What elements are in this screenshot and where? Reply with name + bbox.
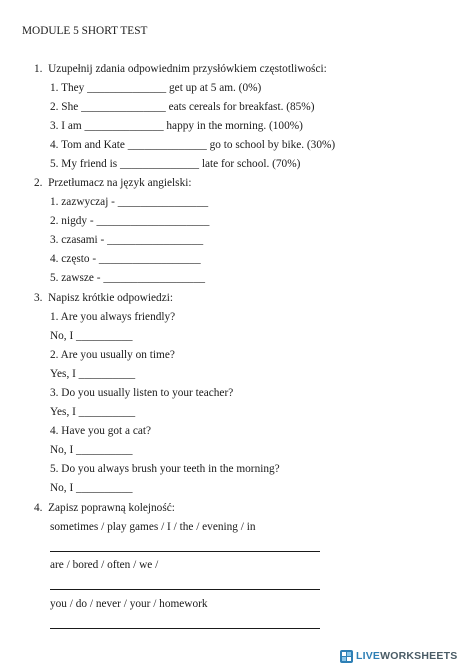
exercise-line: 3. I am ______________ happy in the morning. (100%) xyxy=(50,120,303,132)
section-number: 3. xyxy=(34,292,43,304)
exercise-line: 4. Tom and Kate ______________ go to school by bike. (30%) xyxy=(50,139,336,151)
section-1-heading xyxy=(34,63,327,76)
exercise-line: 1. Are you always friendly? xyxy=(50,311,176,323)
exercise-line: 4. Have you got a cat? xyxy=(50,425,152,437)
section-number: 4. xyxy=(34,502,43,514)
section-2-heading xyxy=(34,177,192,190)
section-number: 2. xyxy=(34,177,43,189)
brand-text-worksheets: WORKSHEETS xyxy=(380,650,458,663)
exercise-line: 5. zawsze - __________________ xyxy=(50,272,205,284)
exercise-line: Yes, I __________ xyxy=(50,368,136,380)
exercise-line: No, I __________ xyxy=(50,482,133,494)
brand-text xyxy=(356,650,457,662)
answer-line xyxy=(50,551,320,552)
exercise-line: 1. They ______________ get up at 5 am. (0%) xyxy=(50,82,262,94)
exercise-line: 2. nigdy - ____________________ xyxy=(50,215,210,227)
exercise-line: Yes, I __________ xyxy=(50,406,136,418)
exercise-line: 4. często - __________________ xyxy=(50,253,201,265)
exercise-line: you / do / never / your / homework xyxy=(50,598,208,610)
section-title: Napisz krótkie odpowiedzi: xyxy=(48,292,174,304)
answer-line xyxy=(50,628,320,629)
section-title: Uzupełnij zdania odpowiednim przysłówkiem częstotliwości: xyxy=(48,63,327,75)
section-4-heading xyxy=(34,502,175,515)
exercise-line: No, I __________ xyxy=(50,444,133,456)
exercise-line: 2. She _______________ eats cereals for breakfast. (85%) xyxy=(50,101,315,113)
exercise-line: 5. My friend is ______________ late for school. (70%) xyxy=(50,158,301,170)
exercise-line: 5. Do you always brush your teeth in the morning? xyxy=(50,463,280,475)
page-title: MODULE 5 SHORT TEST xyxy=(22,25,148,37)
section-title: Zapisz poprawną kolejność: xyxy=(48,502,175,514)
exercise-line: No, I __________ xyxy=(50,330,133,342)
exercise-line: sometimes / play games / I / the / evening / in xyxy=(50,521,256,533)
section-number: 1. xyxy=(34,63,43,75)
exercise-line: 3. Do you usually listen to your teacher? xyxy=(50,387,234,399)
exercise-line: 2. Are you usually on time? xyxy=(50,349,175,361)
liveworksheets-logo xyxy=(340,650,457,663)
exercise-line: are / bored / often / we / xyxy=(50,559,159,571)
exercise-line: 3. czasami - _________________ xyxy=(50,234,204,246)
answer-line xyxy=(50,589,320,590)
exercise-line: 1. zazwyczaj - ________________ xyxy=(50,196,209,208)
section-title: Przetłumacz na język angielski: xyxy=(48,177,192,189)
liveworksheets-logo-icon xyxy=(340,650,353,663)
section-3-heading xyxy=(34,292,173,305)
brand-text-live: LIVE xyxy=(356,650,381,663)
